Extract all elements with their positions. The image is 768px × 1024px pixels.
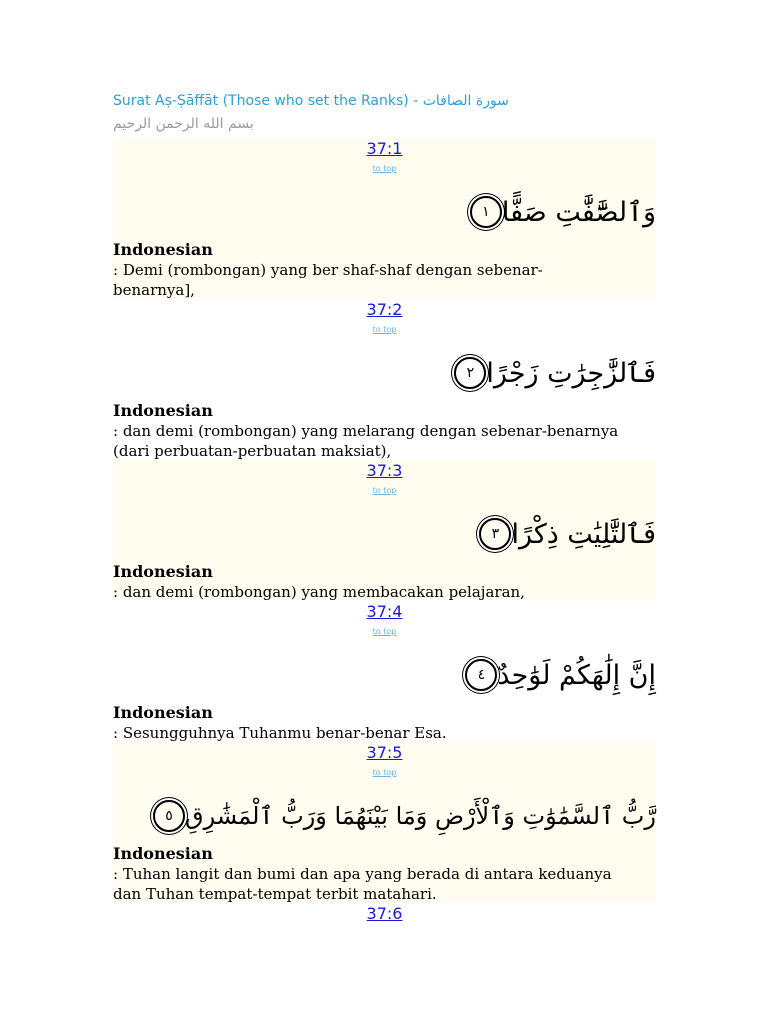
to-top bbox=[113, 325, 656, 335]
translation-text: : Sesungguhnya Tuhanmu benar-benar Esa. bbox=[113, 724, 447, 742]
verse-ref bbox=[113, 742, 656, 764]
surah-title: Surat Aṣ-Ṣāffāt (Those who set the Ranks) - سورة الصافات bbox=[113, 93, 509, 109]
verse-ref-link[interactable]: 37:3 bbox=[366, 461, 403, 480]
arabic-text: رَّبُّ ٱلسَّمَٰوَٰتِ وَٱلْأَرْضِ وَمَا بَيْنَهُمَا وَرَبُّ ٱلْمَشَٰرِقِ bbox=[184, 802, 656, 830]
translation-text: : Tuhan langit dan bumi dan apa yang berada di antara keduanya dan Tuhan tempat-tempat terbit matahari. bbox=[113, 865, 612, 903]
language-label: Indonesian bbox=[113, 240, 213, 259]
to-top bbox=[113, 768, 656, 778]
ayah-number-marker: ٢ bbox=[454, 357, 486, 389]
ayah-number-marker: ١ bbox=[470, 196, 502, 228]
to-top bbox=[113, 164, 656, 174]
bismillah: بسم الله الرحمن الرحيم bbox=[113, 116, 254, 132]
verse-block bbox=[113, 601, 656, 741]
verse-block bbox=[113, 299, 656, 459]
verse-ref-link[interactable]: 37:6 bbox=[366, 904, 403, 923]
arabic-text: فَٱلزَّٰجِرَٰتِ زَجْرًا bbox=[486, 357, 656, 389]
verse-ref bbox=[113, 138, 656, 160]
verse-ref-link[interactable]: 37:1 bbox=[366, 139, 403, 158]
verse-ref bbox=[113, 460, 656, 482]
verse-ref-link[interactable]: 37:5 bbox=[366, 743, 403, 762]
ayah-number-marker: ٤ bbox=[465, 659, 497, 691]
verse-ref bbox=[113, 299, 656, 321]
translation-text: : dan demi (rombongan) yang membacakan pelajaran, bbox=[113, 583, 525, 601]
verse-block bbox=[113, 742, 656, 902]
verse-block bbox=[113, 138, 656, 298]
arabic-text: إِنَّ إِلَٰهَكُمْ لَوَٰحِدٌ bbox=[497, 659, 656, 691]
verse-ref-link[interactable]: 37:2 bbox=[366, 300, 403, 319]
to-top-link[interactable]: to top bbox=[372, 325, 397, 334]
arabic-verse bbox=[147, 792, 656, 840]
to-top bbox=[113, 486, 656, 496]
language-label: Indonesian bbox=[113, 401, 213, 420]
ayah-number-marker: ٣ bbox=[479, 518, 511, 550]
to-top bbox=[113, 627, 656, 637]
verse-ref-link[interactable]: 37:4 bbox=[366, 602, 403, 621]
verse-block bbox=[113, 903, 656, 943]
arabic-text: فَٱلتَّٰلِيَٰتِ ذِكْرًا bbox=[511, 518, 656, 550]
arabic-verse bbox=[464, 188, 656, 236]
language-label: Indonesian bbox=[113, 562, 213, 581]
language-label: Indonesian bbox=[113, 703, 213, 722]
verse-ref bbox=[113, 903, 656, 925]
arabic-verse bbox=[459, 651, 656, 699]
to-top-link[interactable]: to top bbox=[372, 627, 397, 636]
arabic-verse bbox=[473, 510, 656, 558]
to-top-link[interactable]: to top bbox=[372, 164, 397, 173]
arabic-text: وَٱلصَّٰٓفَّٰتِ صَفًّا bbox=[501, 196, 656, 228]
translation-text: : dan demi (rombongan) yang melarang dengan sebenar-benarnya (dari perbuatan-perbuatan maksiat), bbox=[113, 422, 619, 460]
ayah-number-marker: ٥ bbox=[153, 800, 185, 832]
verse-block bbox=[113, 460, 656, 600]
to-top-link[interactable]: to top bbox=[372, 768, 397, 777]
to-top-link[interactable]: to top bbox=[372, 486, 397, 495]
arabic-verse bbox=[448, 349, 656, 397]
language-label: Indonesian bbox=[113, 844, 213, 863]
translation-text: : Demi (rombongan) yang ber shaf-shaf dengan sebenar-benarnya], bbox=[113, 261, 543, 299]
verse-ref bbox=[113, 601, 656, 623]
